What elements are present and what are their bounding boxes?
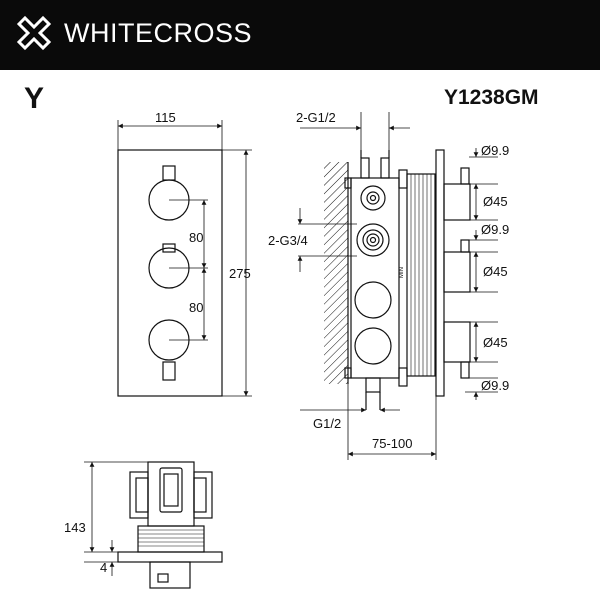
cartridge-2 (355, 328, 391, 364)
side-lever-top (461, 168, 469, 184)
side-view (298, 112, 498, 460)
port-top (361, 186, 385, 210)
side-lever-middle (461, 240, 469, 252)
dim-knob-spacing-1: 80 (189, 230, 204, 245)
side-faceplate (436, 150, 444, 396)
dim-knob-diameter-3: Ø45 (483, 335, 508, 350)
dim-panel-height: 275 (229, 266, 251, 281)
dim-knob-diameter-1: Ø45 (483, 194, 508, 209)
dim-lever-diameter-2: Ø9.9 (481, 222, 510, 237)
wall-hatch (324, 162, 348, 384)
dim-wall-depth: 75-100 (372, 436, 413, 451)
front-view (118, 120, 252, 396)
front-lever-top (163, 166, 175, 180)
dim-lever-diameter-3: Ø9.9 (481, 378, 510, 393)
bottom-view-plate (118, 552, 222, 562)
dim-lever-diameter-1: Ø9.9 (481, 143, 510, 158)
dim-panel-width: 115 (155, 110, 176, 125)
side-knob-top (444, 184, 470, 220)
dim-knob-diameter-2: Ø45 (483, 264, 508, 279)
cartridge-1 (355, 282, 391, 318)
side-knob-bottom (444, 322, 470, 362)
dim-top-thread: 2-G1/2 (296, 110, 336, 125)
model-code: Y1238GM (444, 86, 539, 109)
min-mark: MIN (399, 267, 405, 278)
series-letter: Y (24, 82, 45, 115)
side-lever-bottom (461, 362, 469, 378)
side-knob-middle (444, 252, 470, 292)
dim-inlet-thread: 2-G3/4 (268, 233, 308, 248)
brand-name: WHITECROSS (64, 18, 253, 48)
bottom-view-body (148, 462, 194, 526)
port-inlet (357, 224, 389, 256)
dim-knob-spacing-2: 80 (189, 300, 204, 315)
valve-body (351, 178, 399, 378)
dim-bottom-thread: G1/2 (313, 416, 342, 431)
front-lever-bottom (163, 362, 175, 380)
front-panel (118, 150, 222, 396)
bottom-view-knob (150, 562, 190, 588)
dim-body-height: 143 (64, 520, 86, 535)
dim-plate-thickness: 4 (100, 560, 108, 575)
